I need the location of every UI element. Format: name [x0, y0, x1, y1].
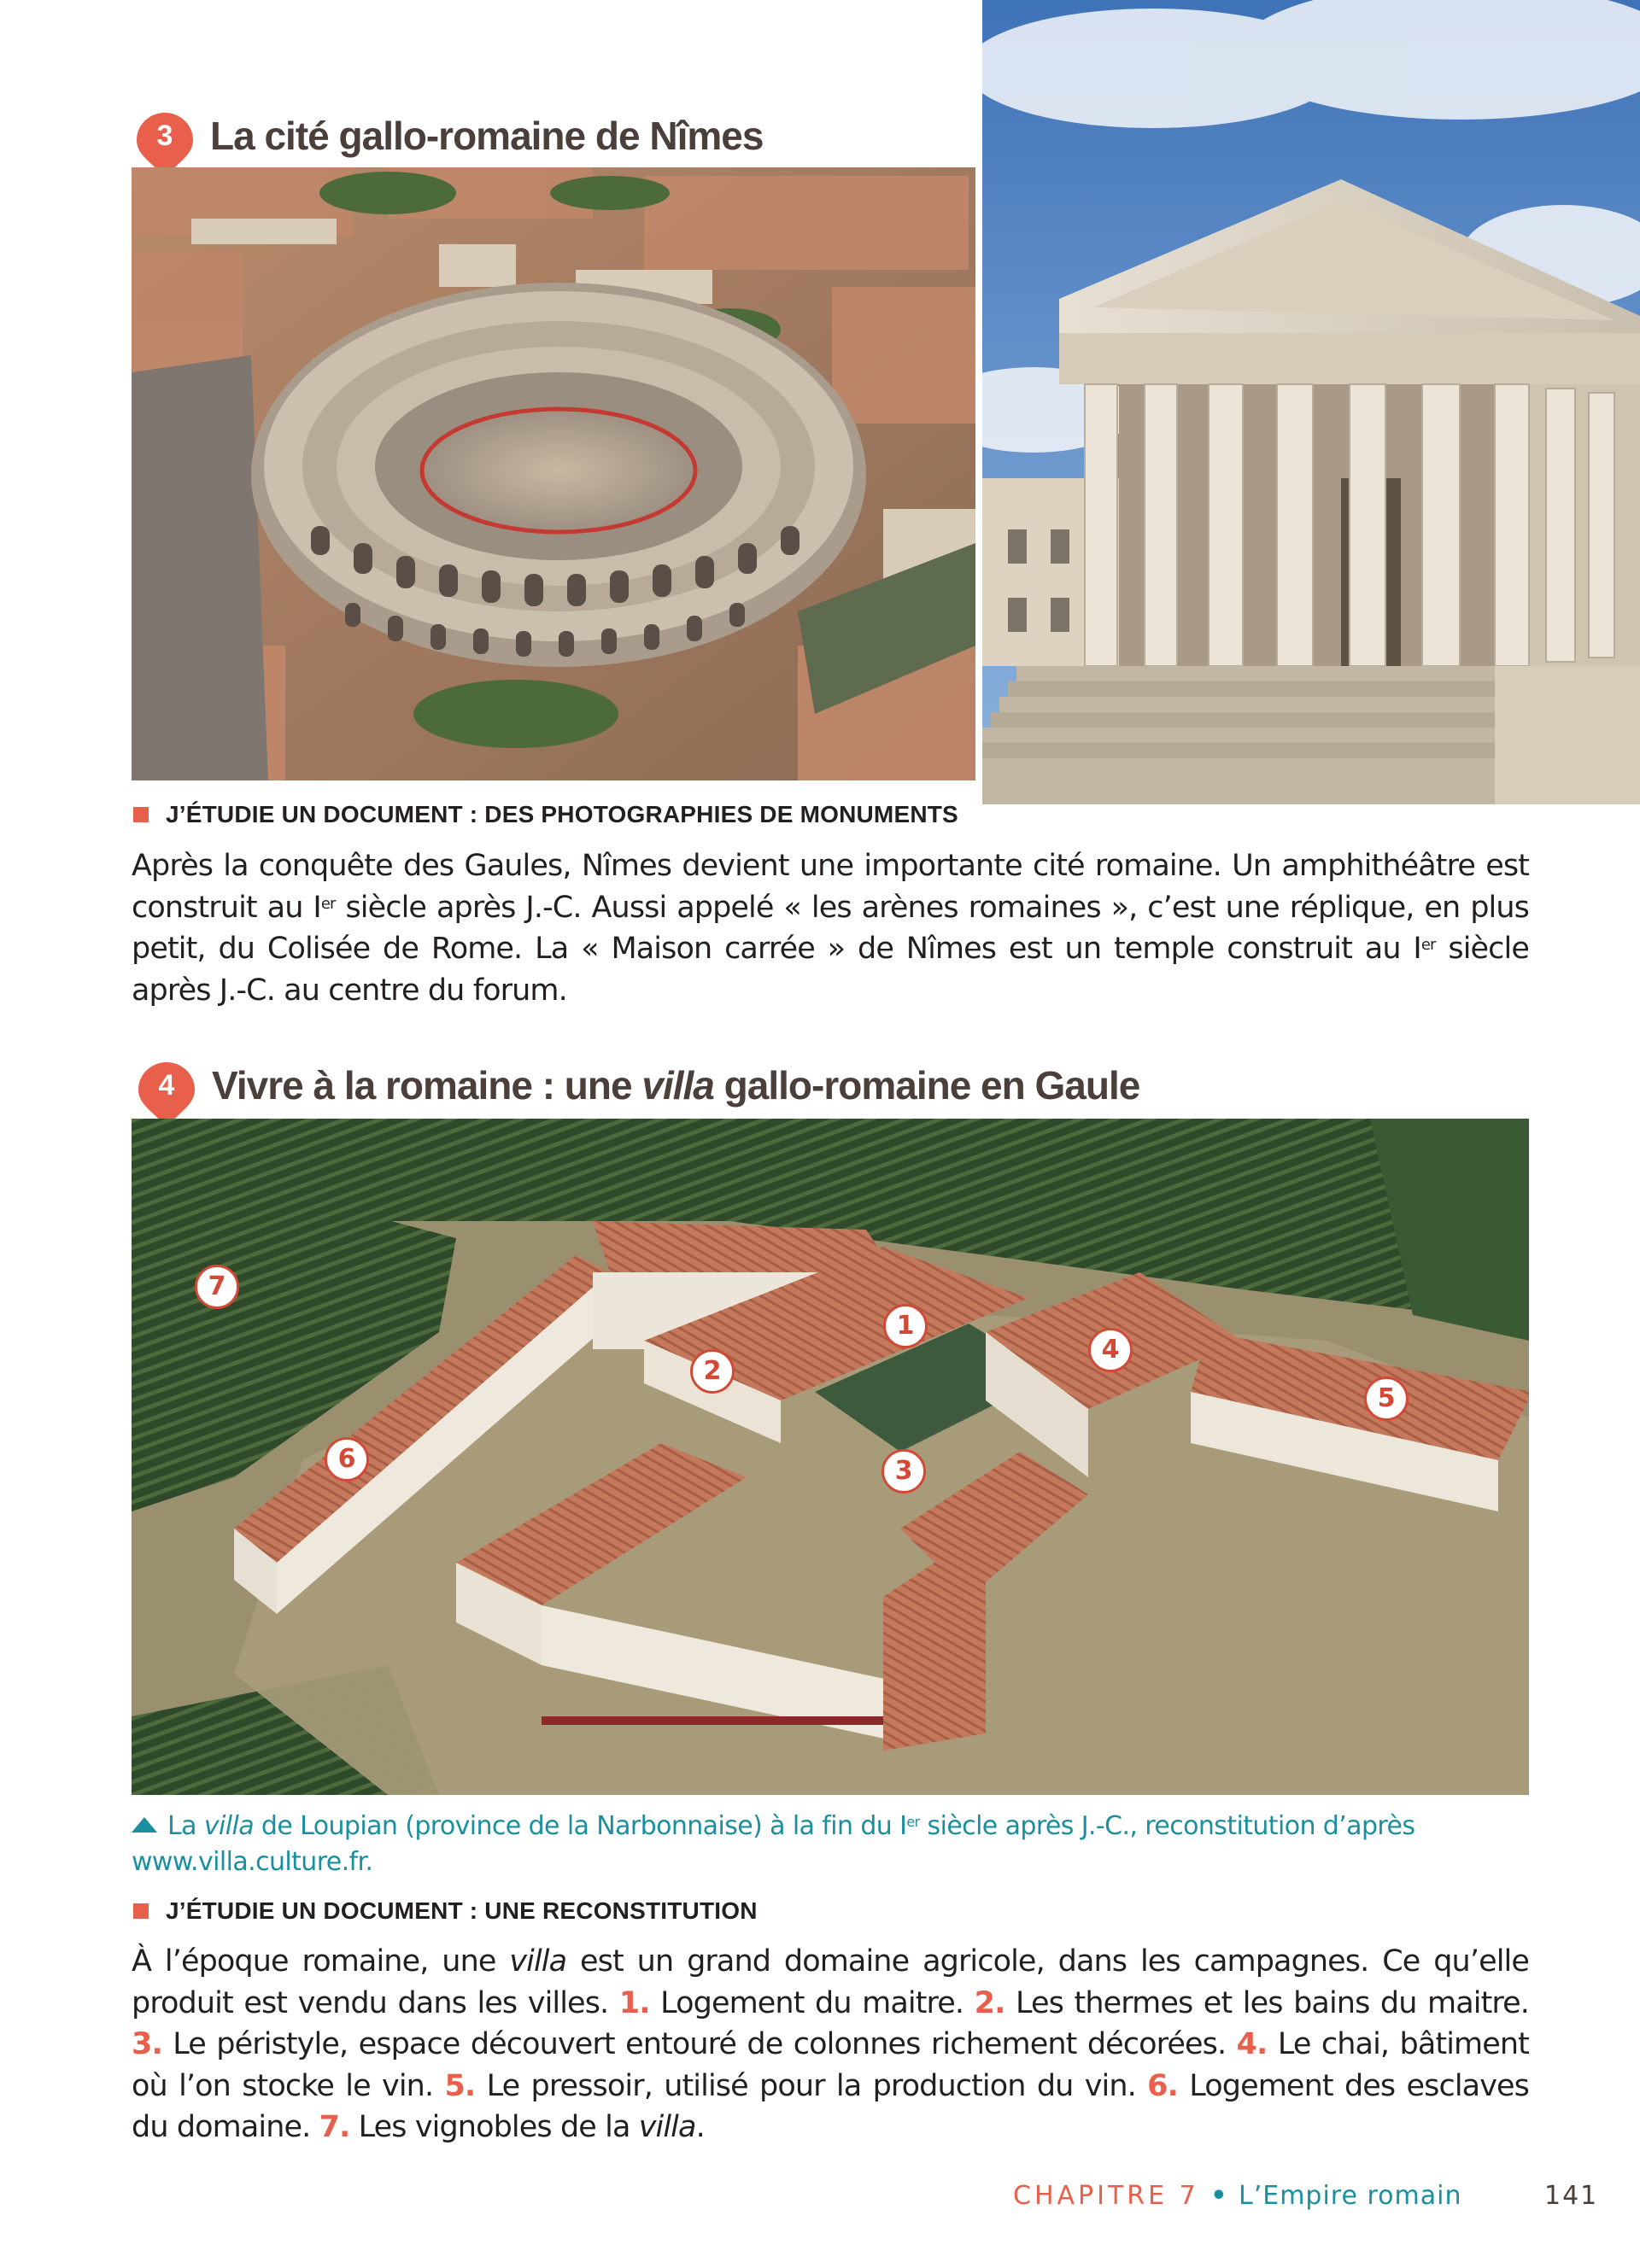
villa-marker-3: 3	[882, 1449, 926, 1493]
sup: er	[1420, 936, 1436, 954]
square-bullet-icon	[133, 807, 149, 822]
caption-text: de Loupian (province de la Narbonnaise) à la fin du I	[254, 1811, 907, 1841]
doc4-text: .	[695, 2110, 705, 2144]
bullet-separator: •	[1210, 2181, 1227, 2211]
square-bullet-icon	[133, 1903, 149, 1919]
doc4-text: Les vignobles de la	[349, 2110, 639, 2144]
maison-carree-photo	[982, 0, 1640, 804]
caption-text: La	[167, 1811, 204, 1841]
item-number: 1.	[618, 1985, 650, 2020]
doc4-text: Logement des esclaves du domaine.	[132, 2068, 1529, 2144]
doc3-text-2: siècle après J.-C. Aussi appelé « les arènes romaines », c’est une réplique, en plus petit, du Colisée de Rome. La « Maison carrée » de Nîmes est un temple construit au I	[132, 890, 1529, 966]
page-number: 141	[1544, 2181, 1599, 2211]
doc3-title: La cité gallo-romaine de Nîmes	[210, 114, 764, 158]
item-number: 3.	[132, 2027, 162, 2061]
title-part: gallo-romaine en Gaule	[713, 1063, 1140, 1108]
doc4-paragraph	[132, 1941, 1529, 2148]
doc4-title	[212, 1062, 1139, 1108]
doc-number: 4	[158, 1069, 175, 1102]
doc-number-badge	[135, 111, 195, 171]
villa-caption	[132, 1809, 1529, 1880]
sup: er	[906, 1814, 920, 1830]
chapter-label: CHAPITRE 7	[1013, 2181, 1199, 2211]
doc4-text: Les thermes et les bains du maitre.	[1004, 1985, 1530, 2020]
doc4-italic: villa	[638, 2110, 696, 2144]
doc4-italic: villa	[509, 1944, 567, 1979]
sup: er	[320, 894, 336, 913]
caption-text: siècle après J.-C., reconstitution d’après www.villa.culture.fr.	[132, 1811, 1415, 1877]
doc3-text-3: siècle après J.-C. au centre du forum.	[132, 932, 1529, 1008]
item-number: 5.	[444, 2068, 476, 2103]
doc3-text-1: Après la conquête des Gaules, Nîmes devient une importante cité romaine. Un amphithéâtre est construit au I	[132, 849, 1529, 925]
doc3-section-label	[133, 801, 958, 828]
section-label-text: J’ÉTUDIE UN DOCUMENT : UNE RECONSTITUTION	[166, 1897, 758, 1924]
triangle-up-icon	[132, 1817, 157, 1833]
doc4-text: Le pressoir, utilisé pour la production du vin.	[475, 2068, 1148, 2103]
chapter-theme: L’Empire romain	[1239, 2181, 1462, 2211]
doc4-section-label	[133, 1897, 758, 1925]
doc3-paragraph	[132, 845, 1529, 1011]
doc4-text: Le péristyle, espace découvert entouré de colonnes richement décorées.	[161, 2027, 1237, 2061]
doc4-text: À l’époque romaine, une	[132, 1944, 510, 1979]
doc4-text: Logement du maitre.	[649, 1985, 975, 2020]
doc-number-badge	[137, 1061, 196, 1120]
villa-marker-4: 4	[1088, 1328, 1133, 1372]
item-number: 4.	[1236, 2027, 1268, 2061]
doc4-text: Le chai, bâtiment où l’on stocke le vin.	[132, 2027, 1529, 2103]
villa-marker-5: 5	[1364, 1377, 1409, 1421]
villa-marker-2: 2	[690, 1349, 735, 1394]
caption-italic: villa	[203, 1811, 254, 1841]
item-number: 7.	[319, 2110, 350, 2144]
doc4-text: est un grand domaine agricole, dans les campagnes. Ce qu’elle produit est vendu dans les villes.	[132, 1944, 1529, 2020]
villa-marker-7: 7	[195, 1265, 239, 1309]
villa-marker-6: 6	[325, 1437, 369, 1482]
footer-chapter	[1013, 2181, 1461, 2211]
item-number: 6.	[1147, 2068, 1178, 2103]
doc-number: 3	[156, 120, 173, 152]
arena-photo	[132, 167, 975, 780]
title-italic: villa	[641, 1063, 714, 1108]
section-label-text: J’ÉTUDIE UN DOCUMENT : DES PHOTOGRAPHIES DE MONUMENTS	[166, 801, 958, 827]
villa-marker-1: 1	[883, 1304, 928, 1348]
title-part: Vivre à la romaine : une	[212, 1063, 642, 1108]
item-number: 2.	[974, 1985, 1005, 2020]
